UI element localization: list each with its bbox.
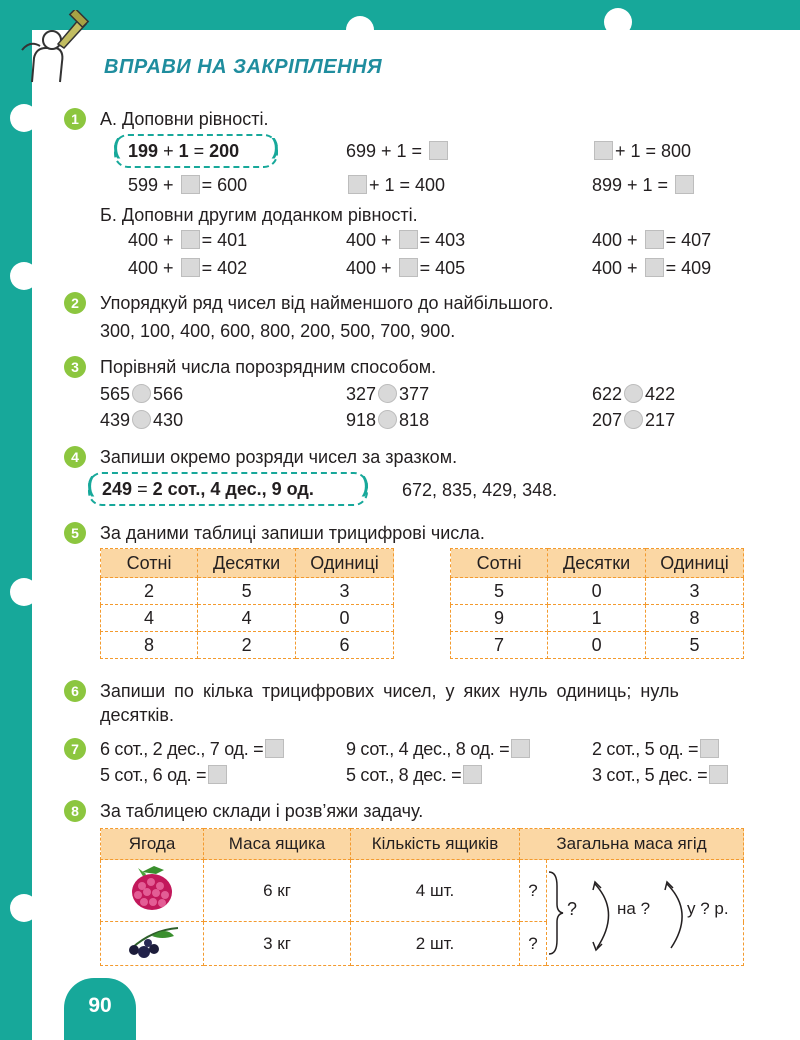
table-cell: 2 [101, 578, 198, 605]
header-units: Одиниці [646, 549, 744, 578]
ex6-line-2: десятків. [100, 705, 174, 725]
answer-box[interactable] [181, 175, 200, 194]
ex5-table-1 [100, 548, 394, 659]
ex3-r1-c1: 565 566 [100, 384, 184, 404]
left-band [0, 0, 32, 1040]
scheme-difference: на ? [617, 899, 651, 918]
count-cell: 2 шт. [351, 922, 520, 966]
answer-box[interactable] [399, 230, 418, 249]
ex1-b-label: Б. Доповни другим доданком рівності. [100, 205, 418, 225]
ex1-r1-c3: + 1 = 800 [592, 140, 691, 162]
header-tens: Десятки [198, 549, 296, 578]
arc-arrow-left-icon [595, 884, 609, 948]
table-row [451, 632, 744, 659]
ex3-text: Порівняй числа порозрядним способом. [100, 357, 437, 377]
ex1-b-r2-c2: 400 + = 405 [346, 258, 466, 278]
compare-circle[interactable] [378, 384, 397, 403]
answer-box[interactable] [429, 141, 448, 160]
scheme-total-question: ? [567, 899, 578, 919]
blackcurrant-icon [122, 922, 182, 960]
table-row [451, 578, 744, 605]
question-cell: ? [520, 922, 547, 966]
ex3-r1-c3: 622 422 [592, 384, 676, 404]
ex3-r2-c3: 207 217 [592, 410, 676, 430]
ex7-r1-c3: 2 сот., 5 од. = [592, 738, 721, 760]
answer-box[interactable] [348, 175, 367, 194]
answer-box[interactable] [181, 230, 200, 249]
ex1-a-label: А. Доповни рівності. [100, 109, 269, 129]
scheme-ratio: у ? р. [687, 899, 729, 918]
raspberry-icon [124, 862, 180, 914]
side-hole-4 [10, 894, 38, 922]
ex4-sample-text: 249 = 2 сот., 4 дес., 9 од. [102, 479, 314, 499]
table-cell: 8 [101, 632, 198, 659]
exercise-3-badge: 3 [64, 356, 86, 378]
answer-box[interactable] [181, 258, 200, 277]
section-title: ВПРАВИ НА ЗАКРІПЛЕННЯ [104, 56, 383, 78]
ex3-r1-c2: 327 377 [346, 384, 430, 404]
page-number: 90 [64, 978, 136, 1040]
exercise-4-badge: 4 [64, 446, 86, 468]
ex7-r1-c2: 9 сот., 4 дес., 8 од. = [346, 738, 532, 760]
answer-box[interactable] [208, 765, 227, 784]
table-row [101, 578, 394, 605]
table-cell: 9 [451, 605, 548, 632]
table-cell: 3 [646, 578, 744, 605]
ex1-r2-c2: + 1 = 400 [346, 174, 445, 196]
table-cell: 5 [451, 578, 548, 605]
table-cell: 3 [296, 578, 394, 605]
answer-box[interactable] [463, 765, 482, 784]
header-hundreds: Сотні [451, 549, 548, 578]
header-units: Одиниці [296, 549, 394, 578]
table-cell: 8 [646, 605, 744, 632]
header-berry: Ягода [101, 829, 204, 860]
header-tens: Десятки [548, 549, 646, 578]
exercise-2-badge: 2 [64, 292, 86, 314]
ex4-numbers: 672, 835, 429, 348. [402, 480, 558, 500]
exercise-1-badge: 1 [64, 108, 86, 130]
pushpin-mascot-icon [12, 10, 92, 88]
ex7-r2-c1: 5 сот., 6 од. = [100, 764, 229, 786]
side-hole-3 [10, 578, 38, 606]
table-cell: 0 [548, 578, 646, 605]
berry-cell [101, 860, 204, 922]
side-hole-1 [10, 104, 38, 132]
header-box-mass: Маса ящика [204, 829, 351, 860]
compare-circle[interactable] [624, 384, 643, 403]
table-cell: 7 [451, 632, 548, 659]
count-cell: 4 шт. [351, 860, 520, 922]
exercise-8-badge: 8 [64, 800, 86, 822]
table-row [101, 605, 394, 632]
ex3-r2-c2: 918 818 [346, 410, 430, 430]
ex1-sample-equation: 199 + 1 = 200 [128, 141, 240, 161]
answer-box[interactable] [645, 258, 664, 277]
answer-box[interactable] [594, 141, 613, 160]
table-header-row [451, 549, 744, 578]
table-cell: 0 [296, 605, 394, 632]
exercise-7-badge: 7 [64, 738, 86, 760]
header-box-count: Кількість ящиків [351, 829, 520, 860]
top-hole-2 [604, 8, 632, 36]
table-header-row [101, 829, 744, 860]
table-row [101, 860, 744, 922]
side-hole-2 [10, 262, 38, 290]
mass-cell: 6 кг [204, 860, 351, 922]
header-hundreds: Сотні [101, 549, 198, 578]
ex5-text: За даними таблиці запиши трицифрові числа. [100, 523, 485, 543]
ex7-r2-c3: 3 сот., 5 дес. = [592, 764, 730, 786]
arc-arrow-right-icon [667, 884, 682, 948]
curly-brace-icon [549, 872, 563, 954]
compare-circle[interactable] [624, 410, 643, 429]
answer-box[interactable] [709, 765, 728, 784]
compare-circle[interactable] [132, 410, 151, 429]
answer-box[interactable] [399, 258, 418, 277]
scheme-cell [547, 860, 744, 966]
ex1-b-r2-c1: 400 + = 402 [128, 258, 248, 278]
compare-circle[interactable] [378, 410, 397, 429]
question-cell: ? [520, 860, 547, 922]
ex8-text: За таблицею склади і розв’яжи задачу. [100, 801, 424, 821]
table-cell: 4 [198, 605, 296, 632]
ex7-r2-c2: 5 сот., 8 дес. = [346, 764, 484, 786]
table-cell: 1 [548, 605, 646, 632]
ex1-r2-c3: 899 + 1 = [592, 174, 696, 196]
table-cell: 6 [296, 632, 394, 659]
ex1-b-r2-c3: 400 + = 409 [592, 258, 712, 278]
answer-box[interactable] [511, 739, 530, 758]
ex1-r2-c1: 599 + = 600 [128, 175, 248, 195]
top-band [0, 0, 800, 30]
table-cell: 5 [198, 578, 296, 605]
ex1-b-r1-c2: 400 + = 403 [346, 230, 466, 250]
ex4-sample-box: ( ) 249 = 2 сот., 4 дес., 9 од. [88, 472, 368, 506]
table-header-row [101, 549, 394, 578]
table-cell: 2 [198, 632, 296, 659]
exercise-6-badge: 6 [64, 680, 86, 702]
ex5-table-2 [450, 548, 744, 659]
ex7-r1-c1: 6 сот., 2 дес., 7 од. = [100, 738, 286, 760]
table-cell: 5 [646, 632, 744, 659]
table-row [451, 605, 744, 632]
exercise-5-badge: 5 [64, 522, 86, 544]
mass-cell: 3 кг [204, 922, 351, 966]
ex1-sample-box: ( ) 199 + 1 = 200 [114, 134, 278, 168]
answer-box[interactable] [645, 230, 664, 249]
ex3-r2-c1: 439 430 [100, 410, 184, 430]
ex4-text: Запиши окремо розряди чисел за зразком. [100, 447, 458, 467]
ex1-r1-c2: 699 + 1 = [346, 140, 450, 162]
answer-box[interactable] [265, 739, 284, 758]
table-row [101, 632, 394, 659]
table-cell: 0 [548, 632, 646, 659]
answer-box[interactable] [675, 175, 694, 194]
top-hole-1 [346, 16, 374, 44]
ex1-b-r1-c3: 400 + = 407 [592, 230, 712, 250]
ex2-numbers: 300, 100, 400, 600, 800, 200, 500, 700, 900. [100, 321, 456, 341]
header-total-mass: Загальна маса ягід [520, 829, 744, 860]
berry-cell [101, 922, 204, 966]
ex2-text: Упорядкуй ряд чисел від найменшого до найбільшого. [100, 293, 554, 313]
answer-box[interactable] [700, 739, 719, 758]
ex1-b-r1-c1: 400 + = 401 [128, 230, 248, 250]
ex6-line-1: Запиши по кілька трицифрових чисел, у яких нуль одиниць; нуль [100, 681, 679, 701]
ex8-table [100, 828, 744, 966]
table-cell: 4 [101, 605, 198, 632]
compare-circle[interactable] [132, 384, 151, 403]
